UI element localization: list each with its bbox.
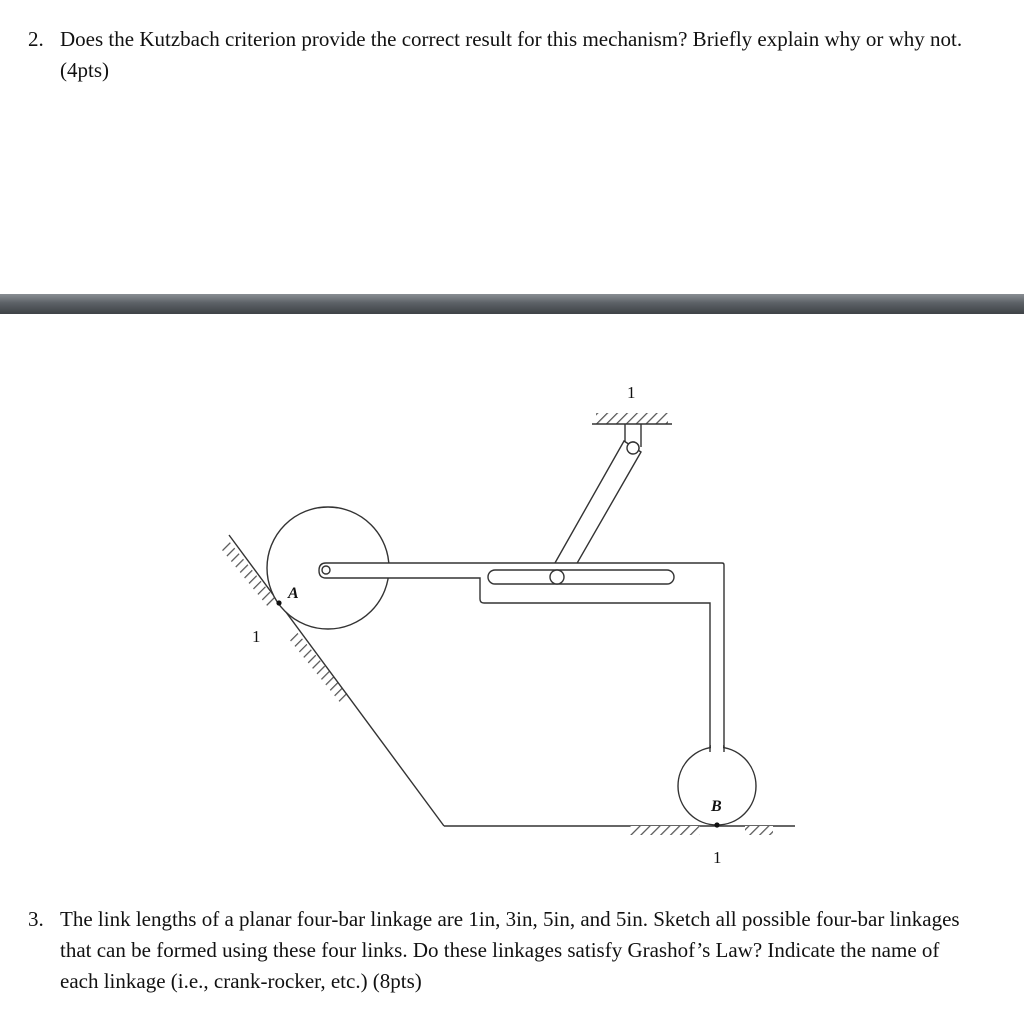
- label-top-ground: 1: [627, 383, 636, 402]
- label-bottom-ground: 1: [713, 848, 722, 867]
- rocker-link: [551, 441, 641, 579]
- label-left-ground: 1: [252, 627, 261, 646]
- point-b: [714, 822, 719, 827]
- bottom-ground: [630, 826, 773, 835]
- mechanism-figure: [0, 330, 1024, 890]
- question-3: [28, 904, 968, 997]
- slider-pin: [550, 570, 564, 584]
- question-2-number: 2.: [28, 27, 44, 51]
- question-2: [28, 24, 968, 86]
- label-point-b: B: [711, 798, 722, 815]
- section-divider: [0, 294, 1024, 314]
- question-3-number: 3.: [28, 907, 44, 931]
- question-3-text: The link lengths of a planar four-bar linkage are 1in, 3in, 5in, and 5in. Sketch all possible four-bar linkages that can be formed using these four links. Do these linkages satisfy Grashof’s Law? Indicate the name of each linkage (i.e., crank-rocker, etc.) (8pts): [60, 907, 960, 993]
- label-point-a: A: [288, 585, 299, 602]
- question-2-text: Does the Kutzbach criterion provide the correct result for this mechanism? Briefly explain why or why not. (4pts): [60, 27, 963, 82]
- point-a: [276, 600, 281, 605]
- top-ground: [592, 413, 672, 424]
